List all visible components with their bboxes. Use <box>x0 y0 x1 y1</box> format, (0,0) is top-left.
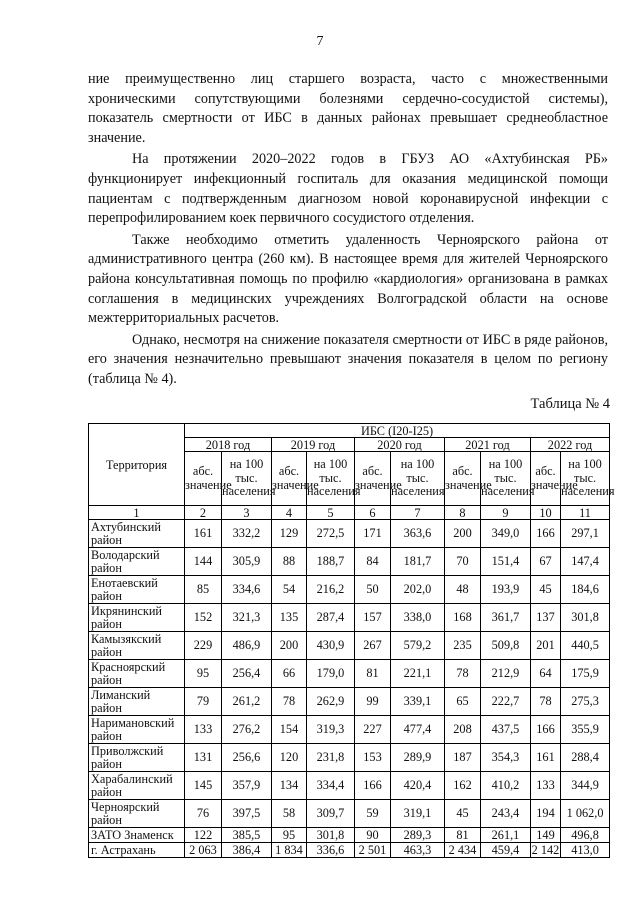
value-cell: 287,4 <box>307 604 355 632</box>
value-cell: 70 <box>445 548 481 576</box>
column-subheader: на 100 тыс. населения <box>481 452 531 506</box>
value-cell: 187 <box>445 744 481 772</box>
value-cell: 309,7 <box>307 800 355 828</box>
value-cell: 355,9 <box>561 716 610 744</box>
value-cell: 59 <box>355 800 391 828</box>
value-cell: 289,3 <box>391 828 445 843</box>
value-cell: 129 <box>272 520 307 548</box>
table-row <box>89 688 610 716</box>
value-cell: 2 063 <box>185 843 222 858</box>
value-cell: 200 <box>445 520 481 548</box>
value-cell: 152 <box>185 604 222 632</box>
column-subheader: абс. значение <box>531 452 561 506</box>
value-cell: 193,9 <box>481 576 531 604</box>
value-cell: 349,0 <box>481 520 531 548</box>
value-cell: 76 <box>185 800 222 828</box>
value-cell: 420,4 <box>391 772 445 800</box>
table-row <box>89 660 610 688</box>
value-cell: 208 <box>445 716 481 744</box>
column-number: 8 <box>445 506 481 520</box>
value-cell: 267 <box>355 632 391 660</box>
value-cell: 45 <box>445 800 481 828</box>
value-cell: 181,7 <box>391 548 445 576</box>
column-number: 5 <box>307 506 355 520</box>
value-cell: 147,4 <box>561 548 610 576</box>
value-cell: 120 <box>272 744 307 772</box>
column-number: 6 <box>355 506 391 520</box>
value-cell: 256,6 <box>222 744 272 772</box>
value-cell: 179,0 <box>307 660 355 688</box>
value-cell: 410,2 <box>481 772 531 800</box>
value-cell: 262,9 <box>307 688 355 716</box>
value-cell: 305,9 <box>222 548 272 576</box>
value-cell: 276,2 <box>222 716 272 744</box>
value-cell: 81 <box>445 828 481 843</box>
column-subheader: абс. значение <box>445 452 481 506</box>
value-cell: 81 <box>355 660 391 688</box>
value-cell: 95 <box>272 828 307 843</box>
value-cell: 459,4 <box>481 843 531 858</box>
column-number: 7 <box>391 506 445 520</box>
value-cell: 166 <box>531 716 561 744</box>
value-cell: 88 <box>272 548 307 576</box>
value-cell: 171 <box>355 520 391 548</box>
table-row <box>89 800 610 828</box>
column-number: 10 <box>531 506 561 520</box>
value-cell: 162 <box>445 772 481 800</box>
value-cell: 338,0 <box>391 604 445 632</box>
value-cell: 289,9 <box>391 744 445 772</box>
value-cell: 133 <box>185 716 222 744</box>
value-cell: 413,0 <box>561 843 610 858</box>
value-cell: 78 <box>272 688 307 716</box>
value-cell: 430,9 <box>307 632 355 660</box>
column-subheader: абс. значение <box>185 452 222 506</box>
value-cell: 194 <box>531 800 561 828</box>
table-row <box>89 548 610 576</box>
value-cell: 229 <box>185 632 222 660</box>
value-cell: 135 <box>272 604 307 632</box>
value-cell: 131 <box>185 744 222 772</box>
mortality-table <box>88 423 615 858</box>
column-subheader: абс. значение <box>355 452 391 506</box>
value-cell: 202,0 <box>391 576 445 604</box>
value-cell: 50 <box>355 576 391 604</box>
value-cell: 354,3 <box>481 744 531 772</box>
value-cell: 85 <box>185 576 222 604</box>
column-number: 2 <box>185 506 222 520</box>
column-number: 4 <box>272 506 307 520</box>
value-cell: 78 <box>445 660 481 688</box>
value-cell: 137 <box>531 604 561 632</box>
value-cell: 157 <box>355 604 391 632</box>
value-cell: 363,6 <box>391 520 445 548</box>
value-cell: 134 <box>272 772 307 800</box>
value-cell: 45 <box>531 576 561 604</box>
value-cell: 319,1 <box>391 800 445 828</box>
column-subheader: на 100 тыс. населения <box>222 452 272 506</box>
territory-header: Территория <box>89 424 185 506</box>
value-cell: 95 <box>185 660 222 688</box>
value-cell: 231,8 <box>307 744 355 772</box>
value-cell: 175,9 <box>561 660 610 688</box>
value-cell: 144 <box>185 548 222 576</box>
value-cell: 151,4 <box>481 548 531 576</box>
territory-cell: Ахтубинский район <box>89 520 185 548</box>
value-cell: 336,6 <box>307 843 355 858</box>
value-cell: 145 <box>185 772 222 800</box>
value-cell: 339,1 <box>391 688 445 716</box>
value-cell: 84 <box>355 548 391 576</box>
value-cell: 332,2 <box>222 520 272 548</box>
value-cell: 221,1 <box>391 660 445 688</box>
value-cell: 188,7 <box>307 548 355 576</box>
value-cell: 334,4 <box>307 772 355 800</box>
table-row <box>89 843 610 858</box>
value-cell: 212,9 <box>481 660 531 688</box>
value-cell: 2 434 <box>445 843 481 858</box>
paragraph: ние преимущественно лиц старшего возраста, часто с множественными хроническими сопутствующими болезнями сердечно-сосудистой системы), показатель смертности от ИБС в данных районах превышает среднеобластное значение. <box>88 71 608 146</box>
territory-cell: Енотаевский район <box>89 576 185 604</box>
value-cell: 437,5 <box>481 716 531 744</box>
column-number: 1 <box>89 506 185 520</box>
value-cell: 48 <box>445 576 481 604</box>
year-header: 2020 год <box>355 438 445 452</box>
table-caption: Таблица № 4 <box>530 396 610 412</box>
value-cell: 122 <box>185 828 222 843</box>
year-header: 2022 год <box>531 438 610 452</box>
value-cell: 54 <box>272 576 307 604</box>
value-cell: 133 <box>531 772 561 800</box>
value-cell: 272,5 <box>307 520 355 548</box>
territory-cell: Камызякский район <box>89 632 185 660</box>
value-cell: 78 <box>531 688 561 716</box>
value-cell: 149 <box>531 828 561 843</box>
value-cell: 397,5 <box>222 800 272 828</box>
value-cell: 1 834 <box>272 843 307 858</box>
value-cell: 161 <box>531 744 561 772</box>
paragraph: Однако, несмотря на снижение показателя смертности от ИБС в ряде районов, его значения незначительно превышают значения показателя в целом по региону (таблица № 4). <box>88 331 608 387</box>
value-cell: 66 <box>272 660 307 688</box>
year-header: 2018 год <box>185 438 272 452</box>
value-cell: 361,7 <box>481 604 531 632</box>
value-cell: 256,4 <box>222 660 272 688</box>
value-cell: 486,9 <box>222 632 272 660</box>
territory-cell: Приволжский район <box>89 744 185 772</box>
value-cell: 261,1 <box>481 828 531 843</box>
value-cell: 386,4 <box>222 843 272 858</box>
table-row <box>89 632 610 660</box>
value-cell: 297,1 <box>561 520 610 548</box>
table-row <box>89 828 610 843</box>
paragraph: На протяжении 2020–2022 годов в ГБУЗ АО «Ахтубинская РБ» функционирует инфекционный госпиталь для оказания медицинской помощи пациентам с подтвержденным диагнозом новой коронавирусной инфекции с перепрофилированием коек первичного сосудистого отделения. <box>88 151 608 227</box>
value-cell: 166 <box>355 772 391 800</box>
value-cell: 227 <box>355 716 391 744</box>
value-cell: 90 <box>355 828 391 843</box>
territory-cell: Лиманский район <box>89 688 185 716</box>
table-row <box>89 520 610 548</box>
value-cell: 235 <box>445 632 481 660</box>
column-number: 9 <box>481 506 531 520</box>
value-cell: 321,3 <box>222 604 272 632</box>
group-header: ИБС (I20-I25) <box>185 424 610 438</box>
table-row <box>89 716 610 744</box>
territory-cell: Икрянинский район <box>89 604 185 632</box>
column-number: 11 <box>561 506 610 520</box>
value-cell: 153 <box>355 744 391 772</box>
value-cell: 288,4 <box>561 744 610 772</box>
value-cell: 344,9 <box>561 772 610 800</box>
value-cell: 301,8 <box>561 604 610 632</box>
year-header: 2021 год <box>445 438 531 452</box>
value-cell: 261,2 <box>222 688 272 716</box>
value-cell: 222,7 <box>481 688 531 716</box>
table-row <box>89 576 610 604</box>
value-cell: 463,3 <box>391 843 445 858</box>
value-cell: 58 <box>272 800 307 828</box>
value-cell: 509,8 <box>481 632 531 660</box>
territory-cell: ЗАТО Знаменск <box>89 828 185 843</box>
territory-cell: Володарский район <box>89 548 185 576</box>
column-subheader: абс. значение <box>272 452 307 506</box>
column-subheader: на 100 тыс. населения <box>391 452 445 506</box>
value-cell: 99 <box>355 688 391 716</box>
value-cell: 200 <box>272 632 307 660</box>
territory-cell: г. Астрахань <box>89 843 185 858</box>
value-cell: 477,4 <box>391 716 445 744</box>
column-subheader: на 100 тыс. населения <box>307 452 355 506</box>
territory-cell: Наримановский район <box>89 716 185 744</box>
value-cell: 154 <box>272 716 307 744</box>
territory-cell: Харабалинский район <box>89 772 185 800</box>
territory-cell: Красноярский район <box>89 660 185 688</box>
value-cell: 496,8 <box>561 828 610 843</box>
value-cell: 334,6 <box>222 576 272 604</box>
page-number: 7 <box>316 34 324 49</box>
paragraph: Также необходимо отметить удаленность Черноярского района от административного центра (260 км). В настоящее время для жителей Черноярского района консультативная помощь по профилю «кардиология» организована в рамках соглашения в медицинских учреждениях Волгоградской области на основе межтерриториальных расчетов. <box>88 231 608 327</box>
value-cell: 579,2 <box>391 632 445 660</box>
value-cell: 168 <box>445 604 481 632</box>
year-header: 2019 год <box>272 438 355 452</box>
value-cell: 65 <box>445 688 481 716</box>
value-cell: 440,5 <box>561 632 610 660</box>
value-cell: 161 <box>185 520 222 548</box>
column-number: 3 <box>222 506 272 520</box>
value-cell: 64 <box>531 660 561 688</box>
value-cell: 79 <box>185 688 222 716</box>
value-cell: 2 501 <box>355 843 391 858</box>
value-cell: 301,8 <box>307 828 355 843</box>
value-cell: 201 <box>531 632 561 660</box>
value-cell: 1 062,0 <box>561 800 610 828</box>
value-cell: 357,9 <box>222 772 272 800</box>
value-cell: 184,6 <box>561 576 610 604</box>
value-cell: 166 <box>531 520 561 548</box>
value-cell: 67 <box>531 548 561 576</box>
value-cell: 275,3 <box>561 688 610 716</box>
value-cell: 385,5 <box>222 828 272 843</box>
table-row <box>89 772 610 800</box>
territory-cell: Черноярский район <box>89 800 185 828</box>
value-cell: 319,3 <box>307 716 355 744</box>
value-cell: 2 142 <box>531 842 560 857</box>
table-row <box>89 744 610 772</box>
body-text <box>88 70 608 392</box>
value-cell: 216,2 <box>307 576 355 604</box>
table-row <box>89 604 610 632</box>
value-cell: 243,4 <box>481 800 531 828</box>
column-subheader: на 100 тыс. населения <box>561 452 610 506</box>
